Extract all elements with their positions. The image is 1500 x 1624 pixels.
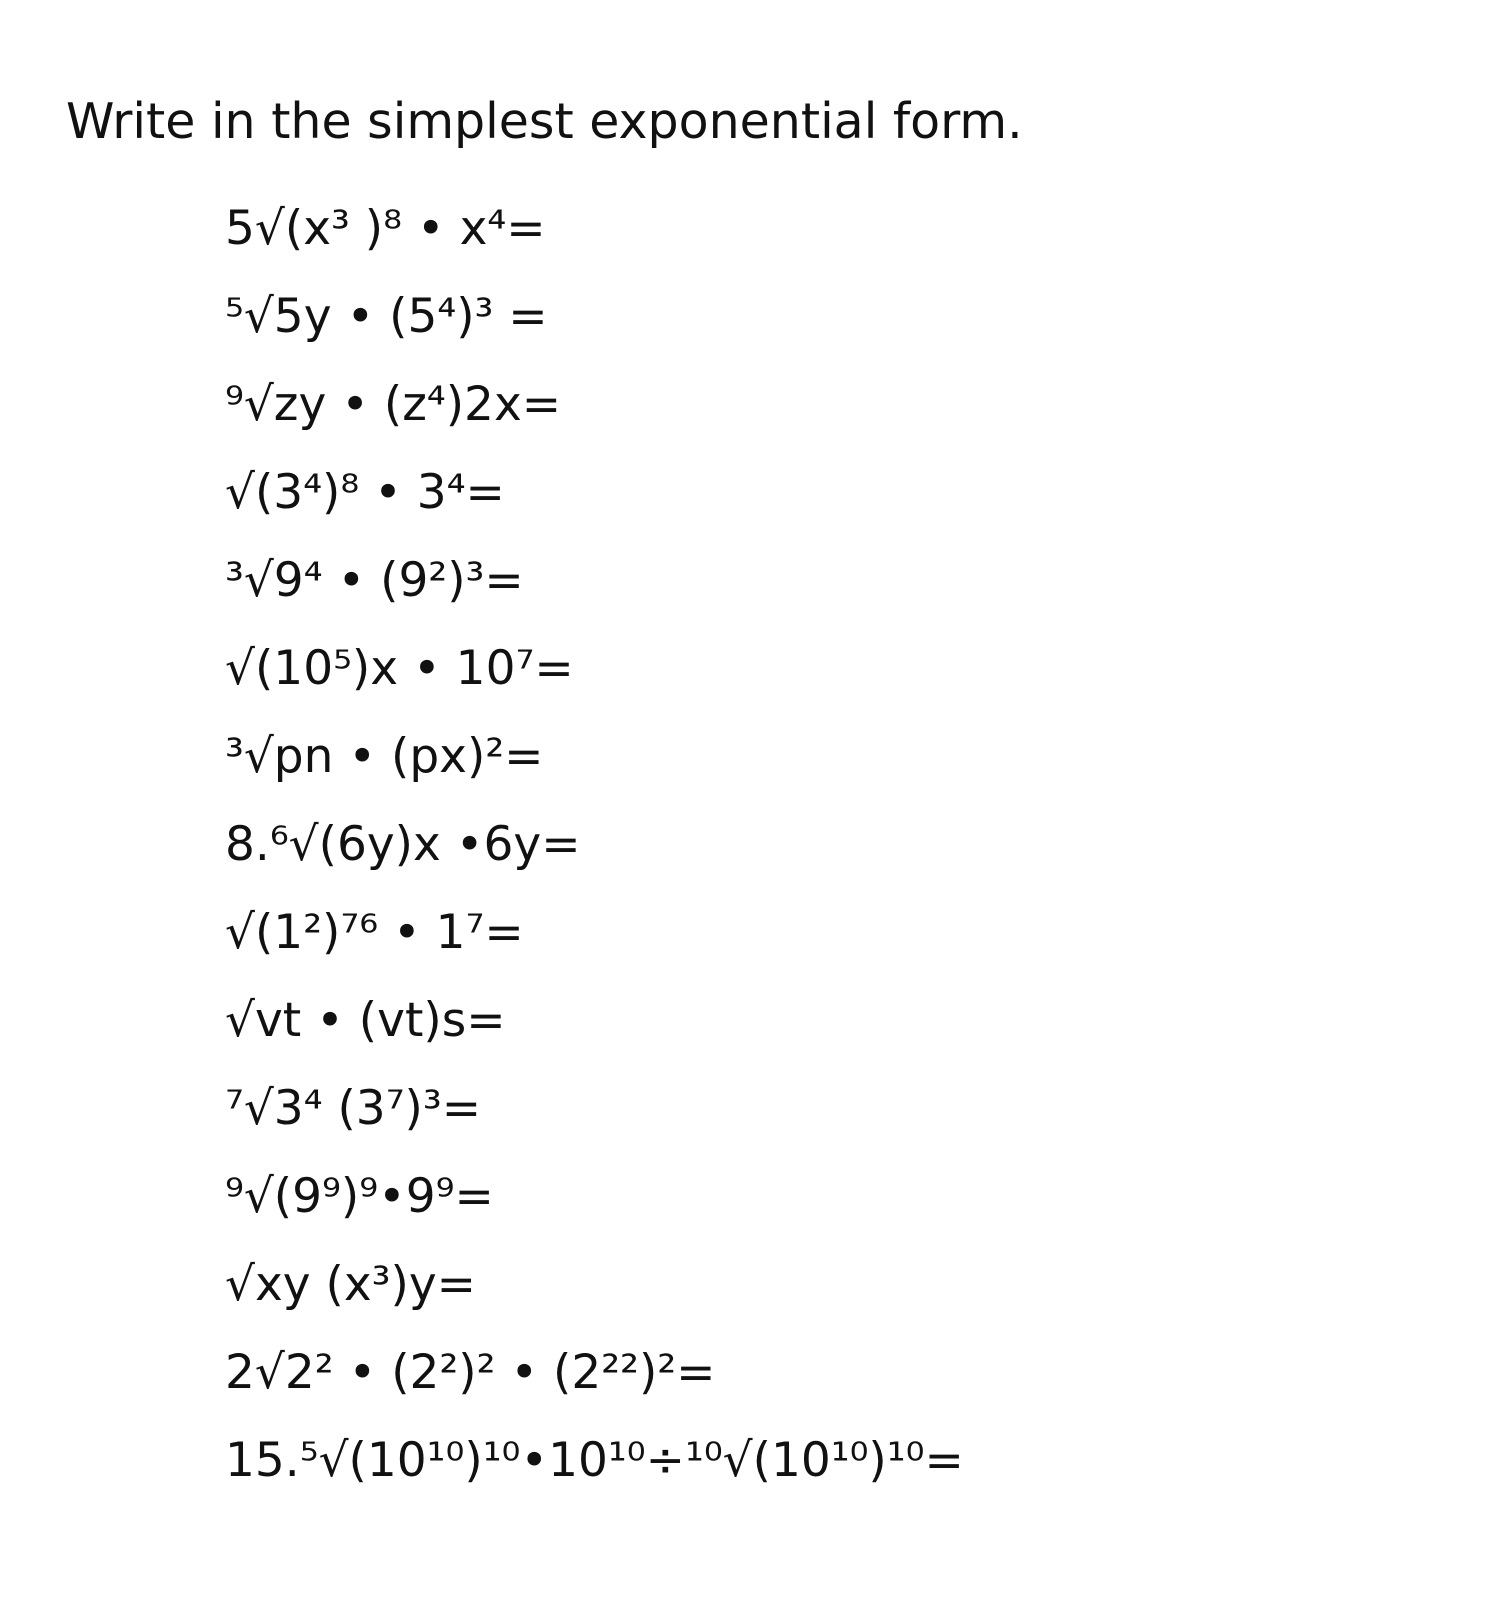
- problem-item: √xy (x³)y=: [225, 1257, 477, 1312]
- problem-item: √(3⁴)⁸ • 3⁴=: [225, 465, 505, 520]
- problem-item: √vt • (vt)s=: [225, 993, 506, 1048]
- problem-item: ⁹√(9⁹)⁹•9⁹=: [225, 1169, 494, 1224]
- problem-list: [225, 185, 964, 1505]
- problem-item: ³√pn • (px)²=: [225, 729, 544, 784]
- instruction-heading: Write in the simplest exponential form.: [66, 93, 1023, 150]
- problem-item: 15.⁵√(10¹⁰)¹⁰•10¹⁰÷¹⁰√(10¹⁰)¹⁰=: [225, 1433, 964, 1488]
- problem-item: 2√2² • (2²)² • (2²²)²=: [225, 1345, 716, 1400]
- problem-item: √(10⁵)x • 10⁷=: [225, 641, 574, 696]
- problem-item: ⁹√zy • (z⁴)2x=: [225, 377, 562, 432]
- problem-item: ³√9⁴ • (9²)³=: [225, 553, 524, 608]
- problem-item: ⁷√3⁴ (3⁷)³=: [225, 1081, 482, 1136]
- problem-item: ⁵√5y • (5⁴)³ =: [225, 289, 548, 344]
- problem-item: 8.⁶√(6y)x •6y=: [225, 817, 581, 872]
- problem-item: 5√(x³ )⁸ • x⁴=: [225, 201, 546, 256]
- problem-item: √(1²)⁷⁶ • 1⁷=: [225, 905, 524, 960]
